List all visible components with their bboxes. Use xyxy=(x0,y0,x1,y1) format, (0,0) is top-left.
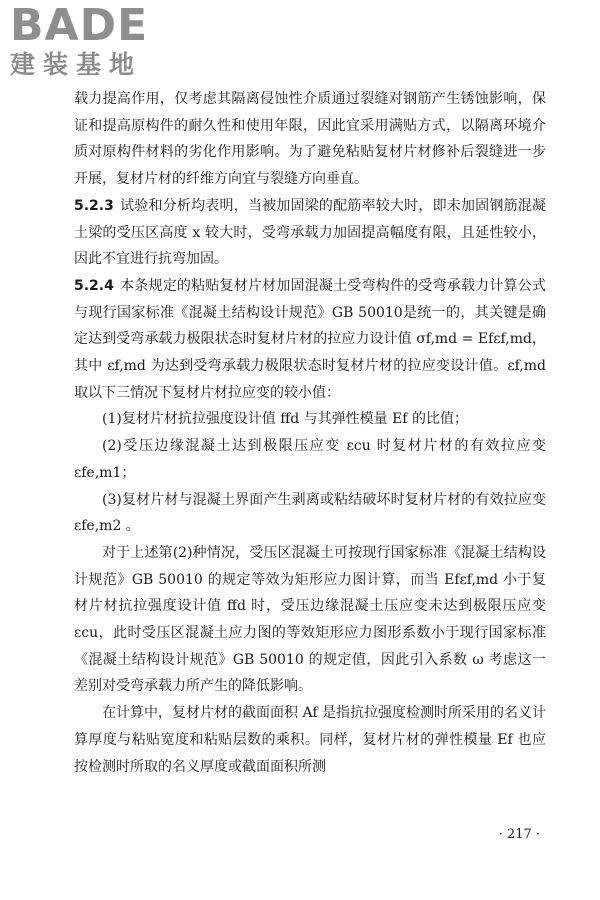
paragraph-case-2 xyxy=(74,540,546,700)
page-number: · 217 · xyxy=(498,827,540,842)
list-item-3 xyxy=(74,487,546,540)
paragraph-text: 本条规定的粘贴复材片材加固混凝土受弯构件的受弯承载力计算公式与现行国家标准《混凝土结构设计规范》GB 50010是统一的，其关键是确定达到受弯承载力极限状态时复材片材的拉应力设计值 σf,md = Efεf,md，其中 εf,md 为达到受弯承载力极限状态时复材片材的拉应变设计值。εf,md 取以下三情况下复材片材拉应变的较小值： xyxy=(74,277,546,401)
paragraph-5-2-3 xyxy=(74,193,546,273)
paragraph-text: 载力提高作用，仅考虑其隔离侵蚀性介质通过裂缝对钢筋产生锈蚀影响，保证和提高原构件的耐久性和使用年限，因此宜采用满贴方式，以隔离环境介质对原构件材料的劣化作用影响。为了避免粘贴复材片材修补后裂缝进一步开展，复材片材的纤维方向宜与裂缝方向垂直。 xyxy=(74,91,546,188)
section-number: 5.2.3 xyxy=(74,197,114,214)
paragraph-5-2-4 xyxy=(74,273,546,407)
brand-logo xyxy=(10,0,190,80)
paragraph-text: (1)复材片材抗拉强度设计值 ffd 与其弹性模量 Ef 的比值； xyxy=(102,411,468,428)
paragraph-text: (3)复材片材与混凝土界面产生剥离或粘结破坏时复材片材的有效拉应变 εfe,m2 。 xyxy=(74,491,546,535)
logo-subtitle: 建装基地 xyxy=(10,50,143,79)
paragraph-calculation xyxy=(74,700,546,780)
list-item-1 xyxy=(74,406,546,433)
paragraph-continuation xyxy=(74,86,546,193)
section-number: 5.2.4 xyxy=(74,277,114,294)
list-item-2 xyxy=(74,433,546,486)
paragraph-text: (2)受压边缘混凝土达到极限压应变 εcu 时复材片材的有效拉应变 εfe,m1； xyxy=(74,438,546,481)
logo-wordmark: BADE xyxy=(10,0,149,51)
paragraph-text: 对于上述第(2)种情况，受压区混凝土可按现行国家标准《混凝土结构设计规范》GB 50010 的规定等效为矩形应力图计算，而当 Efεf,md 小于复材片材抗拉强度设计值 ffd 时，受压边缘混凝土压应变未达到极限压应变 εcu，此时受压区混凝土应力图的等效矩形应力图形系数小于现行国家标准《混凝土结构设计规范》GB 50010 的规定值，因此引入系数 ω 考虑这一差别对受弯承载力所产生的降低影响。 xyxy=(74,544,546,695)
document-body xyxy=(74,86,546,780)
paragraph-text: 试验和分析均表明，当被加固梁的配筋率较大时，即未加固钢筋混凝土梁的受压区高度 x 较大时，受弯承载力加固提高幅度有限，且延性较小，因此不宜进行抗弯加固。 xyxy=(74,197,546,268)
paragraph-text: 在计算中，复材片材的截面面积 Af 是指抗拉强度检测时所采用的名义计算厚度与粘贴宽度和粘贴层数的乘积。同样，复材片材的弹性模量 Ef 也应按检测时所取的名义厚度或截面面积所测 xyxy=(74,705,546,775)
